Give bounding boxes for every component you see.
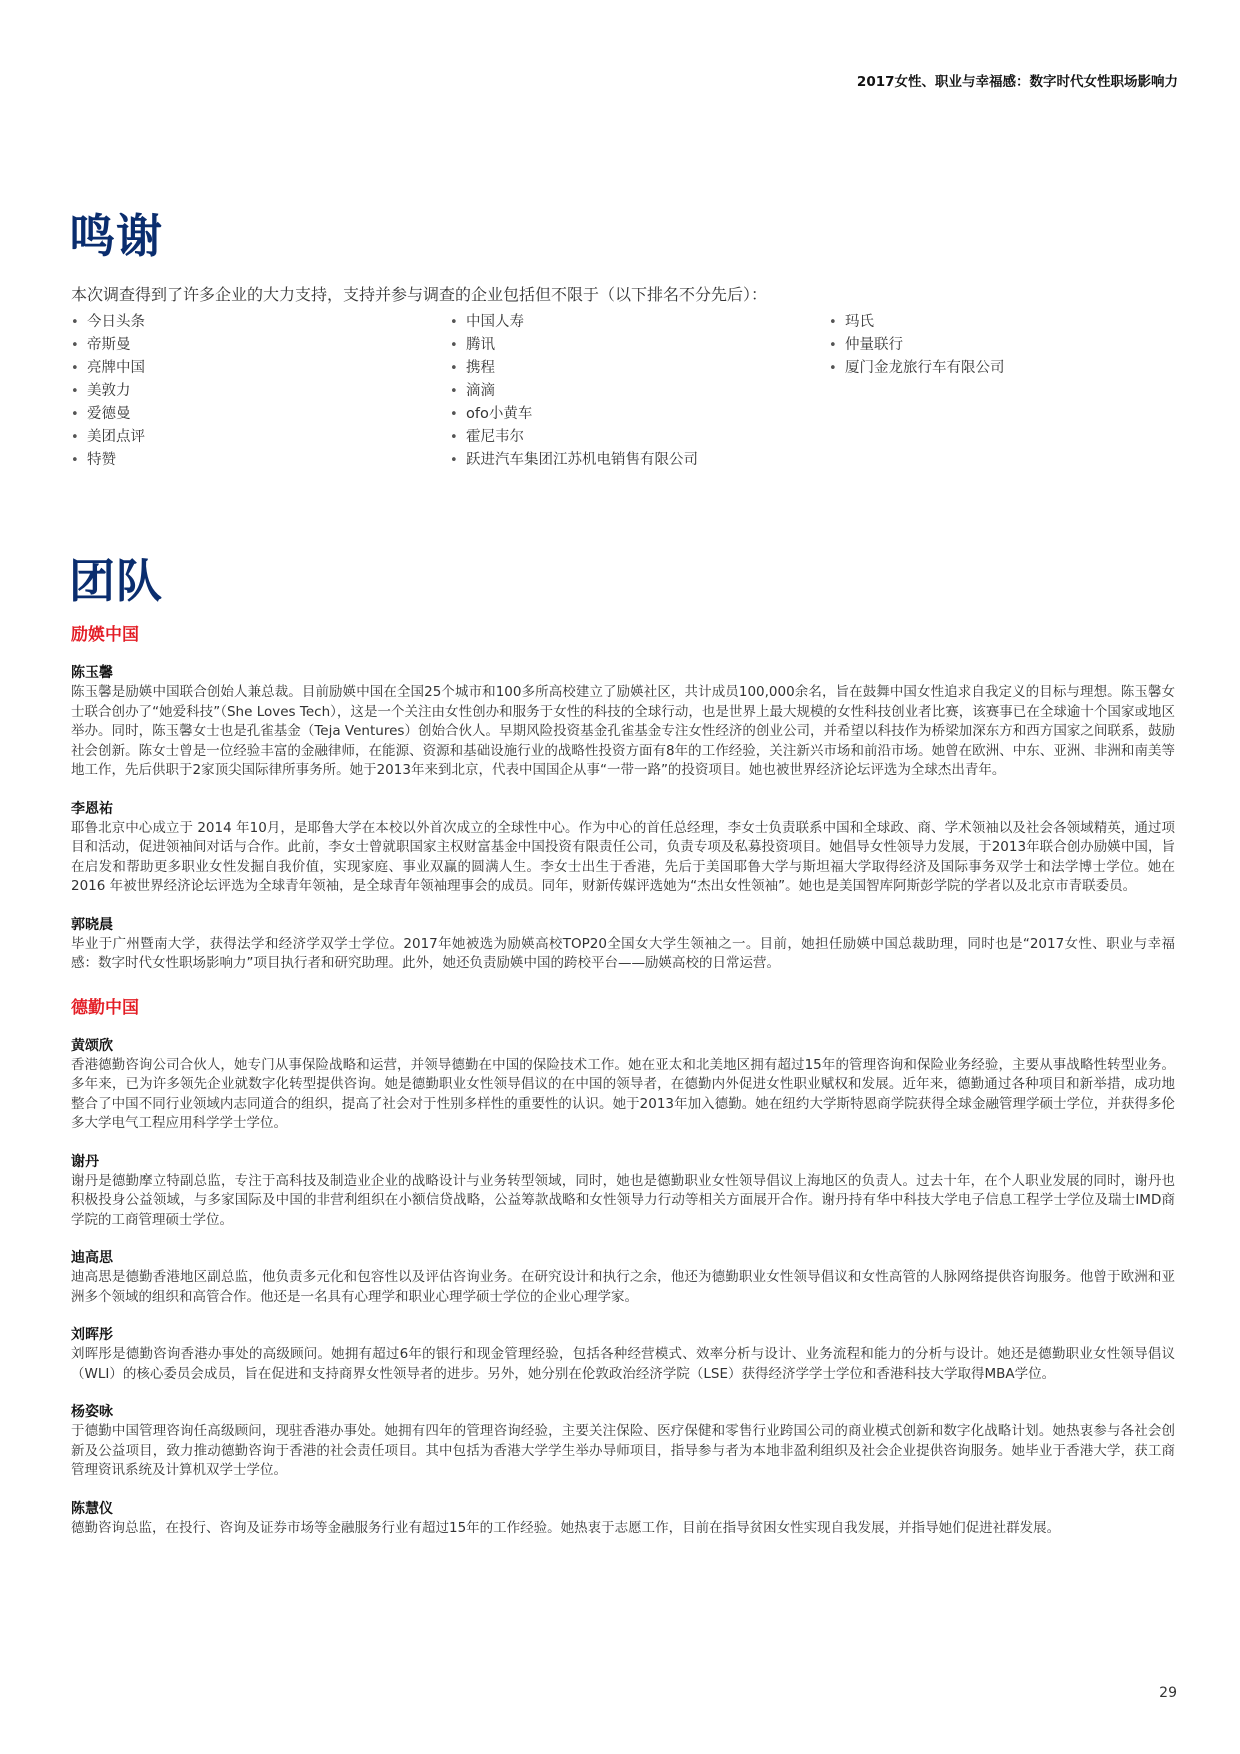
- acknowledgements-title: 鸣谢: [69, 209, 163, 263]
- sponsor-list-item: [450, 449, 829, 472]
- sponsor-name: 霍尼韦尔: [466, 429, 524, 445]
- member-bio: 毕业于广州暨南大学，获得法学和经济学双学士学位。2017年她被选为励媖高校TOP20全国女大学生领袖之一。目前，她担任励媖中国总裁助理，同时也是“2017女性、职业与幸福感：数字时代女性职场影响力”项目执行者和研究助理。此外，她还负责励媖中国的跨校平台——励媖高校的日常运营。: [71, 935, 1175, 971]
- team-member: [71, 1037, 1175, 1134]
- sponsor-name: 仲量联行: [845, 337, 903, 353]
- team-member: [71, 1153, 1175, 1231]
- sponsor-list-item: [71, 426, 450, 449]
- member-name: 陈玉馨: [71, 665, 113, 681]
- org-block: [71, 993, 1175, 1539]
- sponsor-list-item: [829, 357, 1208, 380]
- bullet-icon: •: [71, 430, 79, 445]
- member-name: 陈慧仪: [71, 1500, 113, 1517]
- org-block: [71, 620, 1175, 974]
- member-name: 迪高思: [71, 1250, 113, 1266]
- sponsor-list-item: [829, 311, 1208, 334]
- sponsor-list-item: [450, 357, 829, 380]
- member-name: 郭晓晨: [71, 916, 113, 933]
- sponsor-column: [450, 311, 829, 472]
- sponsor-list-item: [71, 334, 450, 357]
- sponsor-list-item: [71, 357, 450, 380]
- bullet-icon: •: [450, 453, 458, 468]
- team-member: [71, 1403, 1175, 1481]
- member-bio: 谢丹是德勤摩立特副总监，专注于高科技及制造业企业的战略设计与业务转型领域，同时，她也是德勤职业女性领导倡议上海地区的负责人。过去十年，在个人职业发展的同时，谢丹也积极投身公益领域，与多家国际及中国的非营利组织在小额信贷战略，公益筹款战略和女性领导力行动等相关方面展开合作。谢丹持有华中科技大学电子信息工程学士学位及瑞士IMD商学院的工商管理硕士学位。: [71, 1172, 1175, 1228]
- sponsor-name: 携程: [466, 360, 495, 376]
- bullet-icon: •: [450, 315, 458, 330]
- sponsor-name: 玛氏: [845, 314, 874, 330]
- sponsor-list-item: [450, 380, 829, 403]
- team-title: 团队: [69, 554, 163, 608]
- page-number: 29: [1159, 1685, 1177, 1701]
- bullet-icon: •: [450, 338, 458, 353]
- team-member: [71, 916, 1175, 974]
- team-member: [71, 1249, 1175, 1307]
- member-bio: 香港德勤咨询公司合伙人，她专门从事保险战略和运营，并领导德勤在中国的保险技术工作。她在亚太和北美地区拥有超过15年的管理咨询和保险业务经验，主要从事战略性转型业务。多年来，已为许多领先企业就数字化转型提供咨询。她是德勤职业女性领导倡议的在中国的领导者，在德勤内外促进女性职业赋权和发展。近年来，德勤通过各种项目和新举措，成功地整合了中国不同行业领域内志同道合的组织，提高了社会对于性别多样性的重要性的认识。她于2013年加入德勤。她在纽约大学斯特恩商学院获得全球金融管理学硕士学位，并获得多伦多大学电气工程应用科学学士学位。: [71, 1056, 1175, 1131]
- team-member: [71, 664, 1175, 781]
- sponsor-name: ofo小黄车: [466, 406, 533, 422]
- member-name: 谢丹: [71, 1153, 99, 1170]
- sponsor-name: 美敦力: [87, 383, 131, 399]
- bullet-icon: •: [829, 315, 837, 330]
- sponsor-name: 跃进汽车集团江苏机电销售有限公司: [466, 452, 698, 468]
- bullet-icon: •: [71, 315, 79, 330]
- sponsor-list-item: [450, 403, 829, 426]
- team-member: [71, 1500, 1175, 1539]
- team-member: [71, 1326, 1175, 1384]
- bullet-icon: •: [450, 407, 458, 422]
- bullet-icon: •: [829, 361, 837, 376]
- bullet-icon: •: [71, 338, 79, 353]
- member-name: 刘晖彤: [71, 1327, 113, 1343]
- sponsor-name: 厦门金龙旅行车有限公司: [845, 360, 1005, 376]
- sponsor-column: [829, 311, 1208, 472]
- bullet-icon: •: [829, 338, 837, 353]
- bullet-icon: •: [450, 361, 458, 376]
- member-bio: 陈玉馨是励媖中国联合创始人兼总裁。目前励媖中国在全国25个城市和100多所高校建立了励媖社区，共计成员100,000余名，旨在鼓舞中国女性追求自我定义的目标与理想。陈玉馨女士联合创办了“她爱科技”（She Loves Tech），这是一个关注由女性创办和服务于女性的科技的全球行动，也是世界上最大规模的女性科技创业者比赛，该赛事已在全球逾十个国家或地区举办。同时，陈玉馨女士也是孔雀基金（Teja Ventures）创始合伙人。早期风险投资基金孔雀基金专注女性经济的创业公司，并希望以科技作为桥梁加深东方和西方国家之间联系，鼓励社会创新。陈女士曾是一位经验丰富的金融律师，在能源、资源和基础设施行业的战略性投资方面有8年的工作经验，关注新兴市场和前沿市场。她曾在欧洲、中东、亚洲、非洲和南美等地工作，先后供职于2家顶尖国际律所事务所。她于2013年来到北京，代表中国国企从事“一带一路”的投资项目。她也被世界经济论坛评选为全球杰出青年。: [71, 684, 1175, 778]
- sponsor-list-item: [71, 449, 450, 472]
- sponsor-name: 特赞: [87, 452, 116, 468]
- org-title: 德勤中国: [71, 997, 139, 1018]
- member-bio: 迪高思是德勤香港地区副总监，他负责多元化和包容性以及评估咨询业务。在研究设计和执行之余，他还为德勤职业女性领导倡议和女性高管的人脉网络提供咨询服务。他曾于欧洲和亚洲多个领域的组织和高管合作。他还是一名具有心理学和职业心理学硕士学位的企业心理学家。: [71, 1269, 1175, 1305]
- member-bio: 刘晖彤是德勤咨询香港办事处的高级顾问。她拥有超过6年的银行和现金管理经验，包括各种经营模式、效率分析与设计、业务流程和能力的分析与设计。她还是德勤职业女性领导倡议（WLI）的核心委员会成员，旨在促进和支持商界女性领导者的进步。另外，她分别在伦敦政治经济学院（LSE）获得经济学学士学位和香港科技大学取得MBA学位。: [71, 1346, 1175, 1382]
- member-name: 黄颂欣: [71, 1037, 113, 1054]
- member-bio: 于德勤中国管理咨询任高级顾问，现驻香港办事处。她拥有四年的管理咨询经验，主要关注保险、医疗保健和零售行业跨国公司的商业模式创新和数字化战略计划。她热衷参与各社会创新及公益项目，致力推动德勤咨询于香港的社会责任项目。其中包括为香港大学学生举办导师项目，指导参与者为本地非盈利组织及社会企业提供咨询服务。她毕业于香港大学，获工商管理资讯系统及计算机双学士学位。: [71, 1423, 1175, 1478]
- sponsor-list-item: [450, 426, 829, 449]
- bullet-icon: •: [450, 384, 458, 399]
- bullet-icon: •: [71, 384, 79, 399]
- acknowledgements-intro: 本次调查得到了许多企业的大力支持，支持并参与调查的企业包括但不限于（以下排名不分先后）：: [71, 285, 768, 304]
- running-header: 2017女性、职业与幸福感：数字时代女性职场影响力: [856, 74, 1178, 90]
- bullet-icon: •: [450, 430, 458, 445]
- member-name: 李恩祐: [71, 800, 113, 817]
- sponsor-list-item: [71, 403, 450, 426]
- member-bio: 德勤咨询总监，在投行、咨询及证券市场等金融服务行业有超过15年的工作经验。她热衷于志愿工作，目前在指导贫困女性实现自我发展，并指导她们促进社群发展。: [71, 1519, 1061, 1536]
- member-bio: 耶鲁北京中心成立于 2014 年10月，是耶鲁大学在本校以外首次成立的全球性中心。作为中心的首任总经理，李女士负责联系中国和全球政、商、学术领袖以及社会各领域精英，通过项目和活动，促进领袖间对话与合作。此前，李女士曾就职国家主权财富基金中国投资有限责任公司，负责专项及私募投资项目。她倡导女性领导力发展，于2013年联合创办励媖中国，旨在启发和帮助更多职业女性发掘自我价值，实现家庭、事业双赢的圆满人生。李女士出生于香港，先后于美国耶鲁大学与斯坦福大学取得经济及国际事务双学士和法学博士学位。她在2016 年被世界经济论坛评选为全球青年领袖，是全球青年领袖理事会的成员。同年，财新传媒评选她为“杰出女性领袖”。她也是美国智库阿斯彭学院的学者以及北京市青联委员。: [71, 819, 1175, 894]
- sponsor-column: [71, 311, 450, 472]
- member-name: 杨姿咏: [71, 1404, 113, 1420]
- sponsor-name: 中国人寿: [466, 314, 524, 330]
- sponsor-list-item: [450, 334, 829, 357]
- sponsor-list-item: [829, 334, 1208, 357]
- sponsor-list-item: [71, 311, 450, 334]
- sponsor-name: 爱德曼: [87, 406, 131, 422]
- sponsor-list-item: [71, 380, 450, 403]
- bullet-icon: •: [71, 453, 79, 468]
- sponsor-columns: [71, 311, 1208, 472]
- sponsor-name: 亮牌中国: [87, 360, 145, 376]
- bullet-icon: •: [71, 361, 79, 376]
- sponsor-name: 腾讯: [466, 337, 495, 353]
- sponsor-name: 滴滴: [466, 383, 495, 399]
- sponsor-list-item: [450, 311, 829, 334]
- bullet-icon: •: [71, 407, 79, 422]
- team-section: [71, 620, 1175, 1557]
- sponsor-name: 帝斯曼: [87, 337, 131, 353]
- sponsor-name: 美团点评: [87, 429, 145, 445]
- team-member: [71, 800, 1175, 897]
- org-title: 励媖中国: [71, 625, 139, 645]
- sponsor-name: 今日头条: [87, 314, 145, 330]
